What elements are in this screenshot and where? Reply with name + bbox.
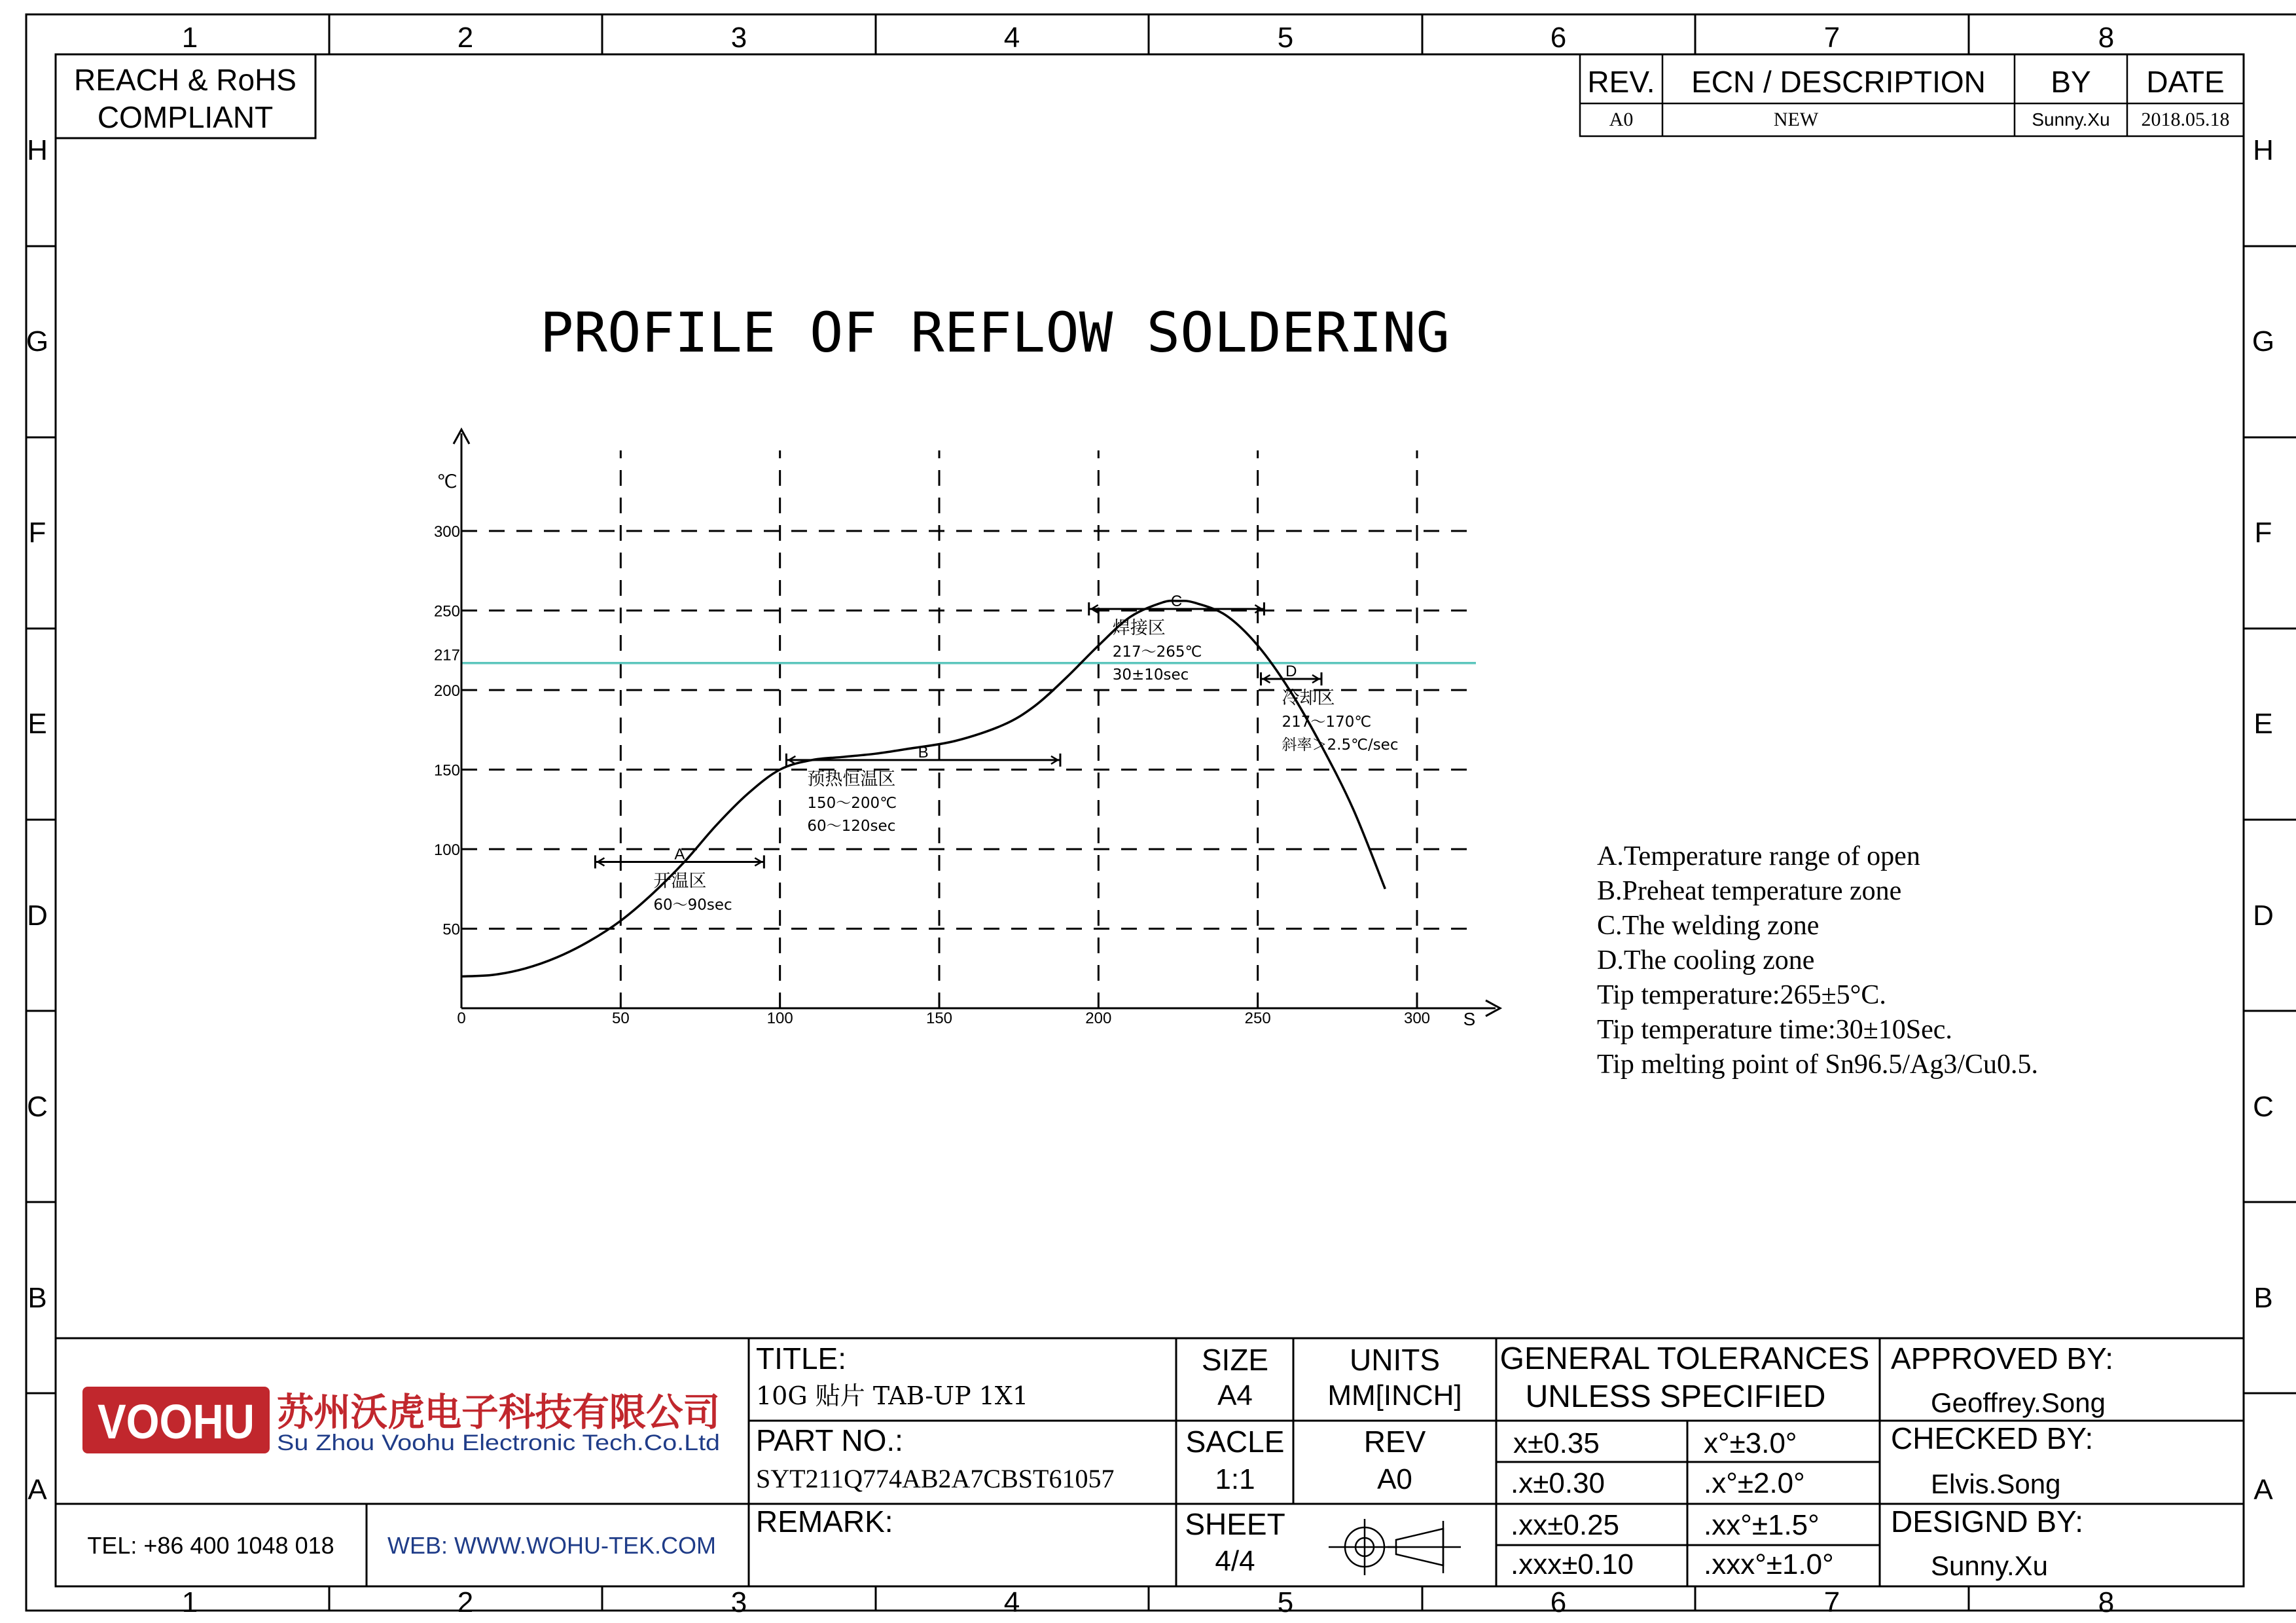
row-label: H [2253,134,2274,166]
row-label: C [27,1091,48,1123]
sheet-label: SHEET [1185,1507,1285,1541]
y-axis-label: ℃ [437,471,457,492]
notes-list [1597,839,2038,1082]
row-label: D [2253,900,2274,932]
zone-id-label: B [918,743,929,761]
row-label: G [26,325,49,357]
tolerance-linear: .xxx±0.10 [1511,1548,1634,1580]
description-value: NEW [1773,109,1819,130]
row-label: F [28,517,46,549]
sheet-value: 4/4 [1215,1545,1255,1577]
zone-description: 斜率＞2.5℃/sec [1282,736,1399,754]
tolerance-title-1: GENERAL TOLERANCES [1499,1341,1870,1376]
zone-description: 预热恒温区 [807,769,896,790]
column-label: 1 [181,1586,198,1618]
zone-description: 217～170℃ [1282,713,1372,731]
x-tick-label: 150 [925,1010,953,1027]
note-item: B.Preheat temperature zone [1597,876,1902,906]
zone-description: 60～120sec [807,817,896,835]
title-label: TITLE: [756,1341,847,1376]
reflow-chart [434,429,1500,1029]
scale-value: 1:1 [1215,1463,1255,1495]
note-item: Tip temperature time:30±10Sec. [1597,1015,1952,1045]
tolerance-angular: .x°±2.0° [1704,1467,1805,1499]
y-tick-label: 100 [433,841,460,859]
column-label: 5 [1277,22,1294,54]
x-tick-label: 300 [1403,1010,1431,1027]
title-value: 10G 贴片 TAB-UP 1X1 [756,1381,1029,1410]
column-label: 1 [181,22,198,54]
row-label: A [27,1474,47,1506]
x-tick-label: 250 [1244,1010,1271,1027]
row-label: A [2253,1474,2273,1506]
size-label: SIZE [1201,1343,1269,1377]
company-web: WEB: WWW.WOHU-TEK.COM [387,1532,716,1559]
tolerance-angular: .xx°±1.5° [1704,1509,1820,1541]
zone-description: 30±10sec [1112,666,1189,684]
zone-description: 开温区 [653,871,707,892]
size-value: A4 [1217,1379,1253,1412]
company-name-en: Su Zhou Voohu Electronic Tech.Co.Ltd [277,1431,720,1455]
row-label: B [27,1282,47,1314]
note-item: Tip melting point of Sn96.5/Ag3/Cu0.5. [1597,1049,2039,1080]
tolerance-title-2: UNLESS SPECIFIED [1525,1379,1826,1414]
y-tick-label: 217 [433,646,460,665]
compliance-line2: COMPLIANT [97,100,274,134]
company-tel: TEL: +86 400 1048 018 [87,1532,334,1559]
by-value: Sunny.Xu [2032,109,2110,130]
tolerance-angular: x°±3.0° [1704,1427,1797,1459]
tolerance-linear: .xx±0.25 [1511,1509,1620,1541]
tolerance-linear: x±0.35 [1513,1427,1600,1459]
date-header: DATE [2146,65,2225,99]
note-item: C.The welding zone [1597,911,1820,941]
temperature-curve [461,601,1385,977]
by-header: BY [2051,65,2091,99]
column-label: 3 [730,22,747,54]
row-label: G [2251,325,2275,357]
column-label: 8 [2098,1586,2115,1618]
part-label: PART NO.: [756,1423,903,1457]
column-label: 6 [1550,22,1567,54]
column-label: 7 [1823,22,1840,54]
column-label: 4 [1003,1586,1020,1618]
zone-description: 150～200℃ [807,794,897,812]
row-label: B [2253,1282,2273,1314]
zone-id-label: C [1170,593,1183,611]
row-label: D [27,900,48,932]
zone-description: 217～265℃ [1112,644,1202,661]
column-label: 2 [457,22,474,54]
x-tick-label: 200 [1085,1010,1112,1027]
description-header: ECN / DESCRIPTION [1691,65,1986,99]
part-value: SYT211Q774AB2A7CBST61057 [756,1464,1115,1493]
column-label: 6 [1550,1586,1567,1618]
company-logo-text: VOOHU [98,1395,255,1449]
x-tick-label: 0 [457,1010,466,1027]
checked-label: CHECKED BY: [1891,1421,2094,1455]
column-label: 8 [2098,22,2115,54]
date-value: 2018.05.18 [2141,109,2230,130]
approved-label: APPROVED BY: [1891,1341,2114,1376]
column-label: 4 [1003,22,1020,54]
row-label: C [2253,1091,2274,1123]
y-tick-label: 50 [442,921,460,939]
rev-header: REV. [1587,65,1655,99]
column-label: 7 [1823,1586,1840,1618]
tolerance-linear: .x±0.30 [1511,1467,1605,1499]
approved-value: Geoffrey.Song [1931,1387,2106,1418]
column-label: 3 [730,1586,747,1618]
column-label: 2 [457,1586,474,1618]
y-tick-label: 200 [433,682,460,700]
column-label: 5 [1277,1586,1294,1618]
zone-id-label: D [1285,662,1297,680]
row-label: E [2253,708,2273,740]
rev-block-value: A0 [1377,1463,1412,1495]
x-tick-label: 50 [611,1010,630,1027]
note-item: Tip temperature:265±5°C. [1597,980,1886,1010]
y-tick-label: 150 [433,761,460,780]
row-label: H [27,134,48,166]
rev-label: REV [1363,1425,1426,1459]
rev-value: A0 [1609,109,1634,130]
checked-value: Elvis.Song [1931,1468,2061,1499]
row-label: F [2254,517,2272,549]
zone-description: 冷却区 [1282,687,1335,708]
scale-label: SACLE [1185,1425,1285,1459]
zone-description: 焊接区 [1112,618,1166,639]
designed-label: DESIGND BY: [1891,1504,2083,1539]
x-axis-label: S [1463,1009,1476,1029]
y-tick-label: 250 [433,602,460,621]
zone-id-label: A [674,845,685,864]
tolerance-angular: .xxx°±1.0° [1704,1548,1834,1580]
units-value: MM[INCH] [1327,1379,1462,1412]
zone-description: 60～90sec [653,896,732,914]
remark-label: REMARK: [756,1504,893,1539]
company-name-cn: 苏州沃虎电子科技有限公司 [277,1390,720,1434]
y-tick-label: 300 [433,523,460,541]
note-item: A.Temperature range of open [1597,841,1920,871]
drawing-title: PROFILE OF REFLOW SOLDERING [540,301,1450,365]
units-label: UNITS [1350,1343,1440,1377]
zone-labels [26,22,2274,1618]
projection-symbol [1329,1519,1461,1575]
row-label: E [27,708,47,740]
note-item: D.The cooling zone [1597,945,1815,976]
x-tick-label: 100 [766,1010,793,1027]
designed-value: Sunny.Xu [1931,1550,2049,1581]
compliance-line1: REACH & RoHS [74,63,296,97]
